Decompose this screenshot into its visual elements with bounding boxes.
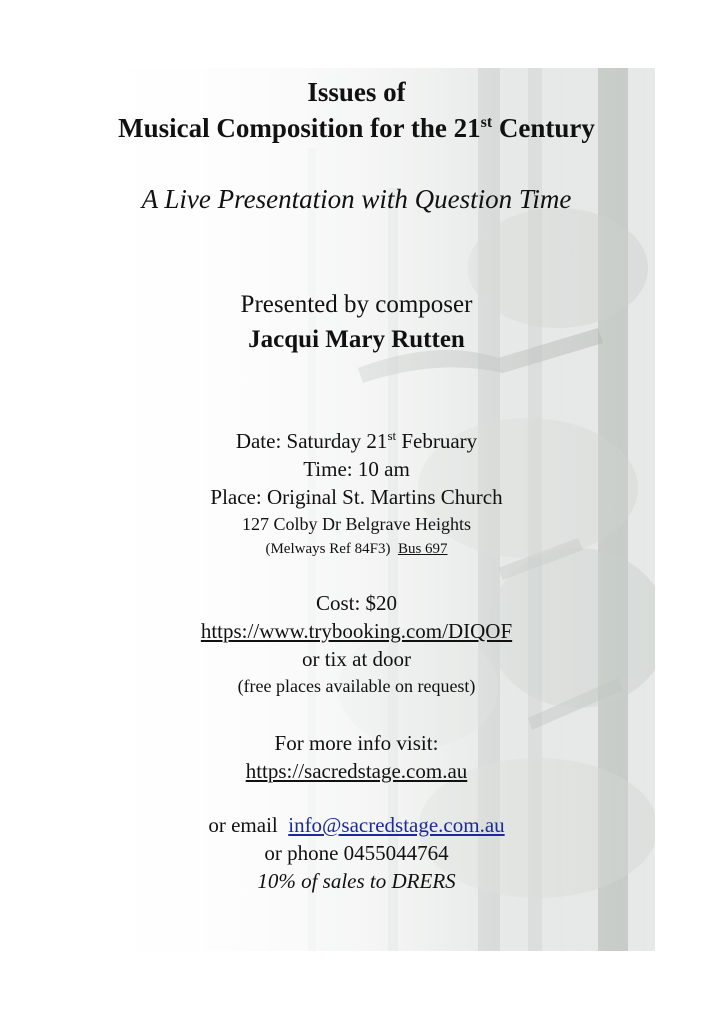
- phone-line: or phone 0455044764: [264, 841, 449, 865]
- event-place: Place: Original St. Martins Church: [210, 485, 503, 509]
- title-line-2: [58, 112, 655, 144]
- ticket-door: or tix at door: [301, 647, 412, 671]
- subtitle: A Live Presentation with Question Time: [141, 184, 572, 214]
- website-link[interactable]: https://sacredstage.com.au: [245, 759, 468, 783]
- presenter-intro: Presented by composer: [240, 291, 473, 318]
- title-superscript: st: [480, 114, 493, 131]
- event-date-suffix: February: [396, 429, 478, 453]
- email-link[interactable]: info@sacredstage.com.au: [288, 813, 505, 837]
- email-prefix: or email: [208, 813, 278, 837]
- event-date: [58, 428, 655, 454]
- title-end-text: Century: [492, 113, 595, 143]
- title-main-text: Musical Composition for the 21: [118, 113, 481, 143]
- event-date-superscript: st: [387, 428, 397, 443]
- bus-link[interactable]: Bus 697: [397, 541, 448, 557]
- more-info-label: For more info visit:: [274, 731, 439, 755]
- event-date-prefix: Date: Saturday 21: [235, 429, 388, 453]
- email-line: [58, 812, 655, 838]
- event-address: 127 Colby Dr Belgrave Heights: [242, 514, 471, 534]
- ticket-free-places: (free places available on request): [237, 676, 476, 696]
- event-time: Time: 10 am: [303, 457, 410, 481]
- title-line-1: Issues of: [307, 77, 406, 107]
- presenter-name: Jacqui Mary Rutten: [248, 326, 465, 353]
- trybooking-link[interactable]: https://www.trybooking.com/DIQOF: [200, 619, 513, 643]
- charity-note: 10% of sales to DRERS: [257, 869, 456, 893]
- ticket-cost: Cost: $20: [315, 591, 398, 615]
- event-melways: (Melways Ref 84F3): [265, 541, 391, 557]
- event-melways-line: [58, 539, 655, 559]
